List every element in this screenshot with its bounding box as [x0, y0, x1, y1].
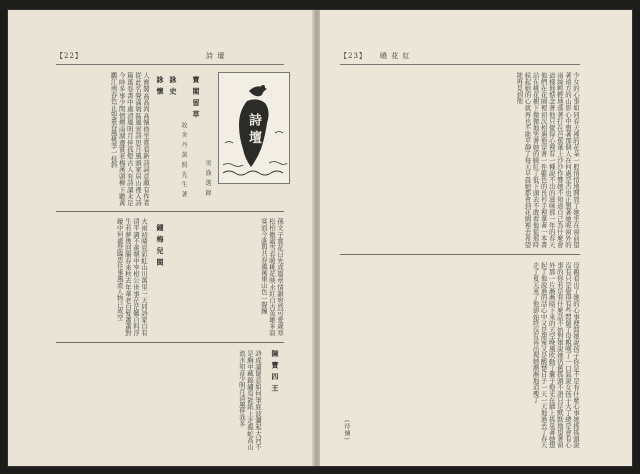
text-block-bottom: 母親看出了她的心事便問她說孩子你是不是有什麼心事她搖搖頭說沒有只是覺得有些悶罷了母親嘆了一口氣說女孩子大了總是會有心事的你若是有什麼話不妨對娘說她仍舊搖頭不語只是默默地望著窗外那一片漸漸暗下來的天空晚風吹動了簾子燈光在牆上搖晃著她想起了他說過的話心中又是甜蜜又是酸楚日子一天一天地過去了春天走了夏天來了他卻始終沒有再出現她漸漸地消瘦了	[531, 262, 580, 448]
divider	[340, 254, 580, 255]
poetry-section-logo	[218, 72, 290, 184]
poet-credit-1: 鍾 梅 兒 閩	[156, 224, 165, 267]
poem-title-history: 詠 史	[169, 76, 178, 96]
page-number: 【22】	[56, 52, 83, 60]
text-block-top: 少女的心事如同春天裡的花朵一般悄悄地開放了她坐在窗前望著遠方的山影心中想著那個人在何處是否也正想著她呢窗外的雨絲輕輕地落著打在芭蕉葉上沙沙作響她不知道自己為什麼會這樣地惦念著他只覺得心裡有一種說不出的滋味那一年的春天他們在花園裡初次相遇他穿著一件藍色的長衫手裡拿著一本書站在桃花樹下微微地笑著她的臉紅了低下頭去不敢看他從那時候起她的心就再也不能平靜了每天早晨她都會到花園裡去希望能再見到他	[515, 72, 580, 248]
text-block-bottom-mid: 詩成讀罷意如何筆底波瀾起大河不是胸中藏錦繡焉能紙上走龍蛇高山流水知音少明月清風伴我多	[237, 350, 262, 450]
divider	[56, 211, 284, 212]
poet-credit-2: 陳 寶 四 王	[271, 350, 280, 393]
right-page-header	[340, 48, 580, 65]
right-page	[320, 10, 632, 466]
magazine-spread	[8, 10, 632, 466]
poetry-section-title: 詩 壇	[246, 113, 261, 144]
section-title: 詩 壇	[206, 52, 226, 60]
text-block-top-left: 人寶閣高高尚高懷倚坐嘗看新詩詞意頗有作者從此名聲滿寰區風雲詩思月風頭家居山裡入詩篇萬卷書中處清風明月伴孤燈古人有詩讀未足今時多事少閑情煙雨湖邊賞老梅溪頭柳下聽黃鸝江南春色正如畫春風桃李一枝斜	[109, 72, 150, 206]
text-block-bottom-left: 大雨初晴見彩虹山川萬里一天同詩家自有清平調不羨朝中宰相公世事茫茫難自料浮生若夢幾回腸春來秋去年華老白髮蕭蕭對鏡中何處登臨思往事風流人物已成空	[115, 218, 148, 336]
collection-title: 寶 閣 留 草	[192, 76, 201, 119]
poem-title-reflection: 詠 懷	[156, 76, 165, 96]
divider	[56, 342, 284, 343]
section-title: 曉 花 紅	[380, 52, 411, 60]
left-page-header	[56, 48, 284, 65]
to-be-continued: (待續)	[343, 420, 350, 441]
text-block-mid-left: 孫文子賞花日先成篇章情韻宛然可愛歲寒松柏傲霜雪春暖桃花映水紅自古英雄多寂寞而今誰與共春風萬重山色一聲鐘	[259, 218, 284, 336]
editor-credit: 雪 漁 選 錄	[204, 160, 211, 197]
author-credit: 故 舍 丹 黃 照 先 生 著	[180, 122, 187, 199]
page-number: 【23】	[340, 52, 367, 60]
left-page	[8, 10, 314, 466]
